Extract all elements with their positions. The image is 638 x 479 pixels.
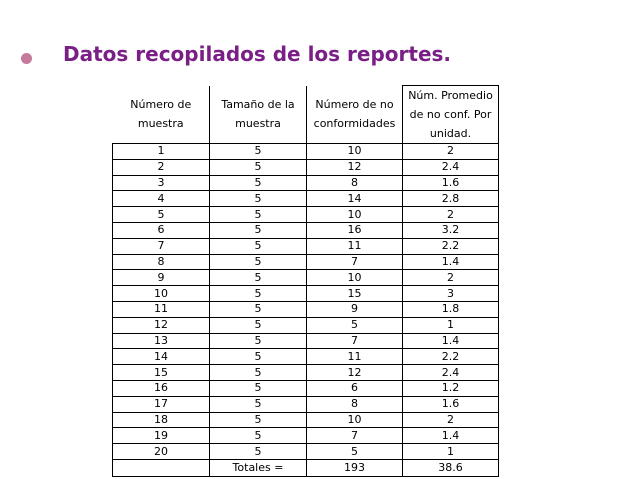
cell-sample-number: 11 [113,301,210,317]
cell-sample-number: 20 [113,444,210,460]
table-row [113,412,499,428]
cell-sample-size: 5 [210,380,307,396]
cell-sample-size: 5 [210,270,307,286]
cell-sample-number: 16 [113,380,210,396]
cell-sample-size: 5 [210,349,307,365]
cell-sample-size: 5 [210,444,307,460]
cell-nonconformities: 10 [307,412,403,428]
cell-average: 1.6 [403,396,499,412]
table-row [113,175,499,191]
cell-nonconformities: 8 [307,396,403,412]
slide-heading: Datos recopilados de los reportes. [63,42,452,66]
cell-nonconformities: 12 [307,159,403,175]
table-row [113,286,499,302]
cell-sample-number: 2 [113,159,210,175]
cell-sample-number: 7 [113,238,210,254]
cell-sample-number: 12 [113,317,210,333]
cell-sample-number: 4 [113,191,210,207]
cell-average: 2 [403,270,499,286]
data-table [112,85,499,477]
cell-sample-size: 5 [210,254,307,270]
cell-average: 1.4 [403,254,499,270]
cell-average: 1 [403,317,499,333]
table-body [113,144,499,477]
table-row [113,207,499,223]
cell-sample-size: 5 [210,207,307,223]
cell-nonconformities: 7 [307,428,403,444]
table-row [113,238,499,254]
table-row [113,317,499,333]
table-row [113,222,499,238]
cell-sample-number: 9 [113,270,210,286]
cell-sample-number: 19 [113,428,210,444]
cell-average: 2 [403,144,499,160]
cell-average: 1 [403,444,499,460]
cell-average: 2.4 [403,365,499,381]
cell-sample-number: 10 [113,286,210,302]
cell-nonconformities: 7 [307,333,403,349]
cell-sample-size: 5 [210,412,307,428]
cell-average: 3 [403,286,499,302]
table-row [113,365,499,381]
cell-nonconformities: 5 [307,444,403,460]
cell-average: 1.4 [403,333,499,349]
cell-nonconformities: 10 [307,207,403,223]
cell-sample-size: 5 [210,159,307,175]
table-row [113,380,499,396]
cell-nonconformities: 10 [307,144,403,160]
table-row [113,191,499,207]
totals-empty-cell [113,459,210,476]
header-sample-number: Número de muestra [113,86,210,144]
cell-nonconformities: 12 [307,365,403,381]
bullet-dot [21,53,32,64]
cell-sample-size: 5 [210,222,307,238]
cell-sample-size: 5 [210,365,307,381]
cell-nonconformities: 8 [307,175,403,191]
cell-average: 1.6 [403,175,499,191]
cell-nonconformities: 16 [307,222,403,238]
cell-sample-number: 6 [113,222,210,238]
cell-sample-number: 1 [113,144,210,160]
cell-sample-size: 5 [210,144,307,160]
totals-average: 38.6 [403,459,499,476]
cell-sample-size: 5 [210,301,307,317]
cell-average: 2.8 [403,191,499,207]
cell-sample-size: 5 [210,238,307,254]
table-row [113,444,499,460]
cell-nonconformities: 5 [307,317,403,333]
cell-sample-size: 5 [210,317,307,333]
table-row [113,254,499,270]
cell-sample-size: 5 [210,428,307,444]
cell-average: 1.8 [403,301,499,317]
cell-average: 3.2 [403,222,499,238]
cell-nonconformities: 11 [307,349,403,365]
totals-nonconformities: 193 [307,459,403,476]
cell-average: 1.4 [403,428,499,444]
totals-label: Totales = [210,459,307,476]
cell-sample-size: 5 [210,333,307,349]
cell-average: 2 [403,207,499,223]
cell-sample-number: 17 [113,396,210,412]
cell-nonconformities: 6 [307,380,403,396]
cell-nonconformities: 15 [307,286,403,302]
table-row [113,349,499,365]
cell-sample-number: 15 [113,365,210,381]
header-sample-size: Tamaño de la muestra [210,86,307,144]
cell-average: 2.2 [403,349,499,365]
cell-nonconformities: 14 [307,191,403,207]
cell-sample-number: 18 [113,412,210,428]
cell-sample-number: 3 [113,175,210,191]
cell-nonconformities: 11 [307,238,403,254]
table-row [113,301,499,317]
cell-sample-number: 13 [113,333,210,349]
table-row [113,333,499,349]
cell-sample-number: 14 [113,349,210,365]
header-nonconformities: Número de no conformidades [307,86,403,144]
table-row [113,159,499,175]
table-row [113,144,499,160]
table-row [113,396,499,412]
cell-nonconformities: 10 [307,270,403,286]
cell-sample-number: 5 [113,207,210,223]
cell-average: 1.2 [403,380,499,396]
cell-average: 2.2 [403,238,499,254]
cell-sample-size: 5 [210,396,307,412]
cell-sample-size: 5 [210,191,307,207]
cell-average: 2.4 [403,159,499,175]
table-row [113,270,499,286]
cell-average: 2 [403,412,499,428]
table-row [113,428,499,444]
cell-nonconformities: 9 [307,301,403,317]
cell-sample-size: 5 [210,286,307,302]
cell-sample-size: 5 [210,175,307,191]
totals-row [113,459,499,476]
cell-nonconformities: 7 [307,254,403,270]
header-average-per-unit: Núm. Promedio de no conf. Por unidad. [403,86,499,144]
table-header-row [113,86,499,144]
cell-sample-number: 8 [113,254,210,270]
